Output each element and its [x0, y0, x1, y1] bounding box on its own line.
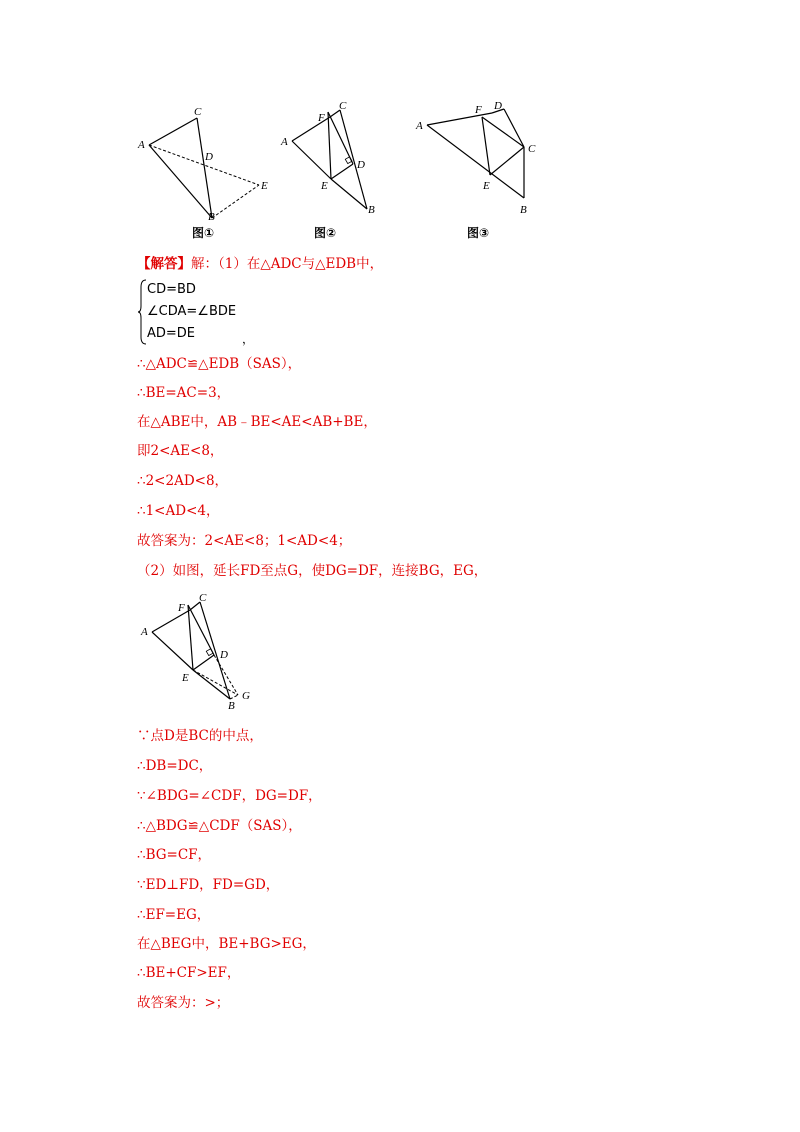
label-F: F	[318, 112, 325, 124]
figure-2	[278, 95, 383, 225]
label-C: C	[528, 143, 536, 155]
label-C: C	[339, 100, 347, 112]
figure-1	[135, 100, 280, 230]
solution-line-6: ∴2<2AD<8，	[137, 473, 229, 489]
label-B: B	[208, 211, 215, 223]
label-F: F	[178, 602, 185, 614]
figure-1-caption: 图①	[192, 226, 215, 240]
label-F: F	[475, 104, 482, 116]
label-E: E	[182, 672, 189, 684]
solution-line-15: ∵ED⊥FD，FD=GD，	[137, 877, 280, 893]
label-B: B	[520, 204, 527, 216]
solution-line-12: ∵∠BDG=∠CDF，DG=DF，	[137, 788, 322, 804]
label-G: G	[242, 690, 250, 702]
figure-part2	[138, 588, 263, 713]
label-B: B	[228, 700, 235, 712]
solution-line-11: ∴DB=DC，	[137, 758, 213, 774]
label-E: E	[321, 180, 328, 192]
label-D: D	[494, 100, 502, 112]
label-E: E	[261, 180, 268, 192]
label-A: A	[141, 626, 148, 638]
solution-part1-intro: 解：（1）在△ADC与△EDB中，	[191, 256, 384, 272]
label-E: E	[483, 180, 490, 192]
solution-line-8: 故答案为：2<AE<8；1<AD<4；	[137, 533, 352, 549]
figure-3-caption: 图③	[467, 226, 490, 240]
label-A: A	[416, 120, 423, 132]
solution-line-4: 在△ABE中，AB﹣BE<AE<AB+BE，	[137, 414, 377, 430]
solution-line-5: 即2<AE<8，	[137, 443, 224, 459]
solution-line-17: 在△BEG中，BE+BG>EG，	[137, 936, 316, 952]
solution-line-3: ∴BE=AC=3，	[137, 385, 231, 401]
label-D: D	[205, 151, 213, 163]
label-B: B	[368, 204, 375, 216]
solution-heading: 【解答】	[137, 256, 191, 272]
figure-2-caption: 图②	[314, 226, 337, 240]
solution-line-7: ∴1<AD<4，	[137, 503, 220, 519]
solution-line-9: （2）如图，延长FD至点G，使DG=DF，连接BG，EG，	[137, 563, 488, 579]
label-D: D	[220, 649, 228, 661]
equation-system	[137, 279, 257, 345]
label-A: A	[281, 136, 288, 148]
left-brace-icon	[137, 279, 147, 345]
solution-line-2: ∴△ADC≌△EDB（SAS），	[137, 356, 302, 372]
solution-line-18: ∴BE+CF>EF，	[137, 965, 241, 981]
label-A: A	[138, 139, 145, 151]
label-C: C	[199, 592, 207, 604]
label-C: C	[194, 106, 202, 118]
solution-line-19: 故答案为：>；	[137, 995, 230, 1011]
equation-3: AD=DE	[147, 326, 196, 341]
solution-line-13: ∴△BDG≌△CDF（SAS），	[137, 818, 302, 834]
solution-line-10: ∵点D是BC的中点，	[137, 728, 263, 744]
equation-1: CD=BD	[147, 282, 196, 297]
system-tail: ，	[242, 332, 255, 346]
label-D: D	[357, 159, 365, 171]
solution-line-1	[137, 255, 383, 273]
figure-3	[412, 95, 547, 220]
solution-line-14: ∴BG=CF，	[137, 847, 212, 863]
solution-line-16: ∴EF=EG，	[137, 907, 211, 923]
equation-2: ∠CDA=∠BDE	[147, 304, 237, 319]
